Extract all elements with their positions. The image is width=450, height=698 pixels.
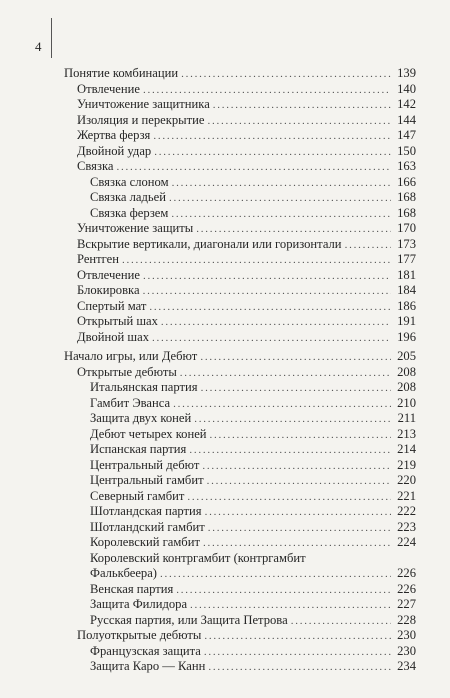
toc-entry-title: Французская защита xyxy=(90,643,201,658)
toc-entry-title: Защита Каро — Канн xyxy=(90,659,206,673)
toc-entry xyxy=(64,473,416,489)
dot-leader xyxy=(208,659,391,676)
dot-leader xyxy=(200,349,391,366)
toc-entry-page: 181 xyxy=(397,267,416,282)
toc-entry-page: 219 xyxy=(397,457,416,472)
toc-entry xyxy=(64,97,416,113)
dot-leader xyxy=(160,566,391,583)
toc-entry xyxy=(64,283,416,299)
toc-entry-page: 168 xyxy=(397,190,416,204)
dot-leader xyxy=(143,283,391,300)
toc-entry xyxy=(64,268,416,284)
toc-entry-page: 227 xyxy=(397,597,416,611)
toc-entry xyxy=(64,427,416,443)
dot-leader xyxy=(207,473,391,490)
toc-entry-title: Понятие комбинации xyxy=(64,66,179,80)
toc-entry xyxy=(64,190,416,206)
toc-entry-page: 210 xyxy=(397,395,416,410)
toc-entry xyxy=(64,66,416,82)
toc-entry-page: 226 xyxy=(397,581,416,596)
toc-entry-page: 230 xyxy=(397,628,416,642)
toc-entry-title: Испанская партия xyxy=(90,442,187,456)
dot-leader xyxy=(189,442,391,459)
dot-leader xyxy=(180,365,391,382)
toc-entry xyxy=(64,252,416,268)
toc-entry-title: Связка xyxy=(77,159,114,173)
toc-entry xyxy=(64,644,416,660)
toc-entry-title: Изоляция и перекрытие xyxy=(77,112,205,127)
toc-entry-title: Центральный гамбит xyxy=(90,473,204,487)
dot-leader xyxy=(208,520,391,537)
toc-entry-title: Связка слоном xyxy=(90,174,169,189)
dot-leader xyxy=(173,396,391,413)
toc-entry xyxy=(64,237,416,253)
toc-entry xyxy=(64,113,416,129)
dot-leader xyxy=(204,628,391,645)
dot-leader xyxy=(213,97,391,114)
toc-entry-title: Отвлечение xyxy=(77,81,140,96)
toc-entry-title: Блокировка xyxy=(77,283,140,297)
dot-leader xyxy=(143,82,391,99)
toc-entry-page: 230 xyxy=(397,643,416,658)
toc-entry xyxy=(64,349,416,365)
toc-entry xyxy=(64,299,416,315)
toc-entry-title: Уничтожение защиты xyxy=(77,221,194,235)
dot-leader xyxy=(169,190,391,207)
toc-entry-title: Шотландский гамбит xyxy=(90,519,205,534)
dot-leader xyxy=(176,582,391,599)
toc-entry-page: 208 xyxy=(397,364,416,379)
toc-entry xyxy=(64,365,416,381)
dot-leader xyxy=(149,299,391,316)
toc-entry-title: Итальянская партия xyxy=(90,380,198,394)
toc-entry xyxy=(64,175,416,191)
dot-leader xyxy=(205,504,391,521)
toc-entry-page: 147 xyxy=(397,128,416,142)
toc-entry-page: 211 xyxy=(397,411,416,425)
dot-leader xyxy=(143,268,391,285)
dot-leader xyxy=(210,427,391,444)
dot-leader xyxy=(194,411,391,428)
toc-entry-title: Открытые дебюты xyxy=(77,364,177,379)
toc-entry xyxy=(64,206,416,222)
dot-leader xyxy=(291,613,391,630)
toc-entry xyxy=(64,330,416,346)
toc-entry-page: 234 xyxy=(397,659,416,673)
toc-entry xyxy=(64,380,416,396)
toc-entry-page: 228 xyxy=(397,612,416,627)
toc-entry-title: Полуоткрытые дебюты xyxy=(77,628,202,642)
header-rule xyxy=(51,18,52,58)
toc-entry-title: Защита Филидора xyxy=(90,597,188,611)
dot-leader xyxy=(171,206,391,223)
toc-entry xyxy=(64,458,416,474)
dot-leader xyxy=(207,113,391,130)
dot-leader xyxy=(201,380,391,397)
dot-leader xyxy=(172,175,391,192)
toc-entry-title: Шотландская партия xyxy=(90,504,202,518)
toc-entry-page: 140 xyxy=(397,81,416,96)
toc-entry-page: 224 xyxy=(397,535,416,549)
toc-entry xyxy=(64,582,416,598)
toc-entry xyxy=(64,566,416,582)
toc-entry xyxy=(64,314,416,330)
toc-entry xyxy=(64,489,416,505)
toc-entry-title: Начало игры, или Дебют xyxy=(64,349,198,363)
toc-entry xyxy=(64,597,416,613)
toc-entry-title: Открытый шах xyxy=(77,314,158,328)
dot-leader xyxy=(116,159,391,176)
toc-entry-page: 205 xyxy=(397,349,416,363)
toc-entry-title-line1: Королевский контргамбит (контргамбит xyxy=(90,550,306,565)
toc-entry xyxy=(64,82,416,98)
toc-entry-page: 191 xyxy=(397,314,416,328)
dot-leader xyxy=(345,237,391,254)
toc-entry-title: Отвлечение xyxy=(77,267,140,282)
toc-entry-page: 163 xyxy=(397,159,416,173)
toc-entry-title: Связка ладьей xyxy=(90,190,166,204)
toc-entry xyxy=(64,442,416,458)
dot-leader xyxy=(187,489,391,506)
dot-leader xyxy=(204,644,391,661)
toc-entry-title: Русская партия, или Защита Петрова xyxy=(90,612,288,627)
dot-leader xyxy=(154,144,391,161)
toc-entry xyxy=(64,535,416,551)
toc-entry-page: 170 xyxy=(397,221,416,235)
dot-leader xyxy=(122,252,391,269)
toc-entry-page: 222 xyxy=(397,504,416,518)
toc-entry-title: Двойной удар xyxy=(77,143,152,158)
toc-entry-page: 166 xyxy=(397,174,416,189)
toc-entry-title: Уничтожение защитника xyxy=(77,97,210,111)
dot-leader xyxy=(181,66,391,83)
dot-leader xyxy=(190,597,391,614)
toc-entry-page: 221 xyxy=(397,488,416,503)
toc-entry-title: Королевский гамбит xyxy=(90,535,200,549)
toc-entry xyxy=(64,659,416,675)
table-of-contents xyxy=(64,66,416,675)
toc-entry-page: 196 xyxy=(397,329,416,344)
toc-entry-title: Гамбит Эванса xyxy=(90,395,171,410)
toc-entry xyxy=(64,144,416,160)
toc-entry-title-line2: Фалькбеера) xyxy=(90,566,157,580)
toc-entry xyxy=(64,613,416,629)
toc-entry-page: 150 xyxy=(397,143,416,158)
toc-entry-page: 213 xyxy=(397,426,416,441)
page-number: 4 xyxy=(35,39,42,54)
toc-entry-title: Центральный дебют xyxy=(90,457,200,472)
dot-leader xyxy=(196,221,391,238)
toc-entry-page: 173 xyxy=(397,236,416,251)
toc-entry-title: Северный гамбит xyxy=(90,488,185,503)
toc-entry-page: 186 xyxy=(397,298,416,313)
dot-leader xyxy=(202,458,391,475)
toc-entry-page: 144 xyxy=(397,112,416,127)
toc-entry-title: Дебют четырех коней xyxy=(90,426,207,441)
toc-entry-title: Защита двух коней xyxy=(90,411,192,425)
dot-leader xyxy=(153,128,391,145)
toc-entry xyxy=(64,128,416,144)
dot-leader xyxy=(203,535,391,552)
toc-entry-title: Вскрытие вертикали, диагонали или горизонтали xyxy=(77,236,342,251)
toc-entry xyxy=(64,396,416,412)
toc-entry xyxy=(64,520,416,536)
toc-entry xyxy=(64,221,416,237)
toc-entry-page: 208 xyxy=(397,380,416,394)
toc-entry xyxy=(64,504,416,520)
toc-entry-title: Жертва ферзя xyxy=(77,128,151,142)
toc-entry-page: 220 xyxy=(397,473,416,487)
dot-leader xyxy=(152,330,391,347)
toc-entry-page: 142 xyxy=(397,97,416,111)
toc-entry-page: 177 xyxy=(397,252,416,266)
toc-entry-title: Рентген xyxy=(77,252,119,266)
toc-entry xyxy=(64,628,416,644)
toc-entry xyxy=(64,411,416,427)
toc-entry-title: Венская партия xyxy=(90,581,174,596)
toc-entry-page: 168 xyxy=(397,205,416,220)
toc-entry xyxy=(64,159,416,175)
dot-leader xyxy=(161,314,391,331)
toc-entry-page: 223 xyxy=(397,519,416,534)
toc-entry-page: 139 xyxy=(397,66,416,80)
toc-entry-page: 214 xyxy=(397,442,416,456)
toc-entry-title: Связка ферзем xyxy=(90,205,169,220)
toc-entry-title: Спертый мат xyxy=(77,298,147,313)
toc-entry-page: 184 xyxy=(397,283,416,297)
toc-entry-page: 226 xyxy=(397,566,416,580)
toc-entry-title: Двойной шах xyxy=(77,329,149,344)
